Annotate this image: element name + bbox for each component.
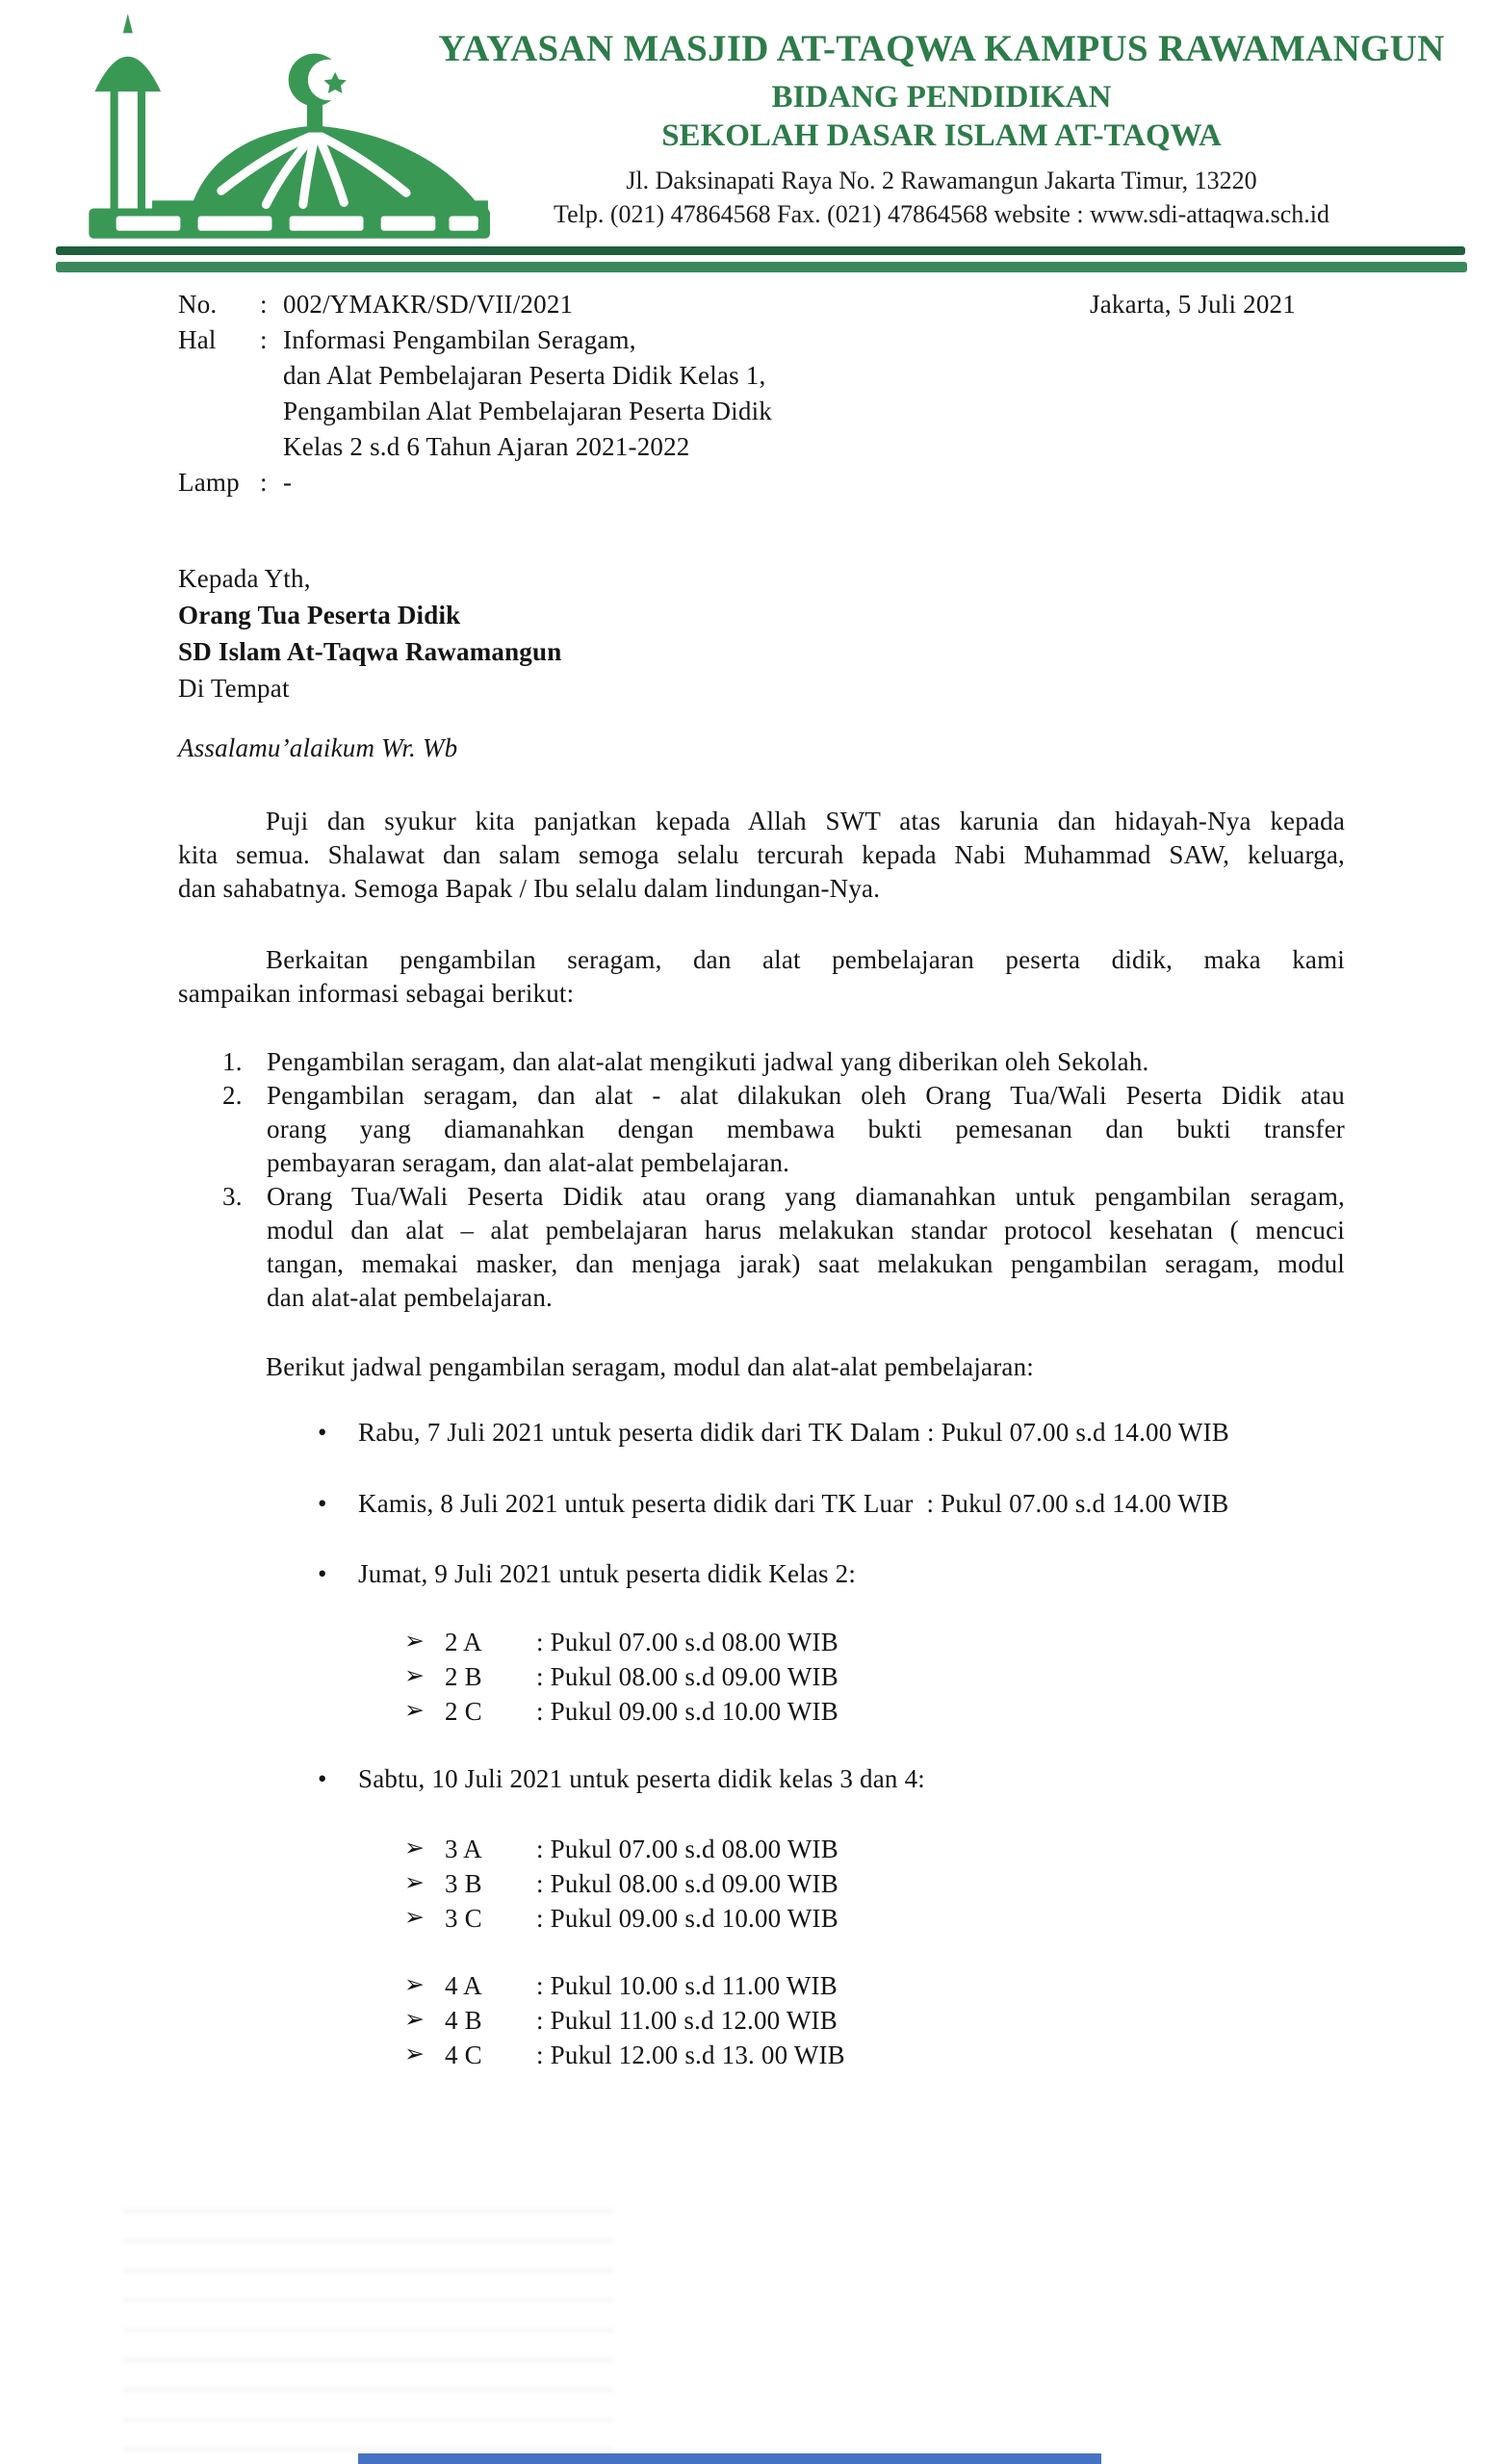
page-bleedthrough-artifact: [123, 2209, 614, 2457]
letterhead-rule-bottom: [56, 262, 1467, 272]
schedule-row: [178, 1968, 1345, 2003]
list-item-text: tangan, memakai masker, dan menjaga jarak) saat melakukan pengambilan seragam, modul: [267, 1249, 1345, 1278]
schedule-bullet-sabtu: [178, 1762, 1345, 1796]
bullet-icon: •: [318, 1764, 327, 1793]
list-item-text: pembayaran seragam, dan alat-alat pembelajaran.: [267, 1148, 790, 1177]
list-item-text: modul dan alat – alat pembelajaran harus melakukan standar protocol kesehatan ( mencuci: [267, 1216, 1345, 1245]
number-value: 002/YMAKR/SD/VII/2021: [283, 290, 574, 319]
class-time: : Pukul 09.00 s.d 10.00 WIB: [536, 1904, 838, 1933]
schedule-text: Rabu, 7 Juli 2021 untuk peserta didik dari TK Dalam : Pukul 07.00 s.d 14.00 WIB: [358, 1418, 1229, 1447]
class-label: 3 C: [445, 1904, 482, 1933]
letter-meta: [178, 287, 1345, 500]
list-item-number: 3.: [222, 1182, 243, 1211]
schedule-text: Jumat, 9 Juli 2021 untuk peserta didik Kelas 2:: [358, 1559, 857, 1588]
arrow-bullet-icon: ➢: [404, 1629, 426, 1655]
schedule-intro: Berikut jadwal pengambilan seragam, modul dan alat-alat pembelajaran:: [266, 1352, 1034, 1381]
subject-line-1: Informasi Pengambilan Seragam,: [283, 325, 636, 354]
list-item: [178, 1180, 1345, 1315]
division-name: BIDANG PENDIDIKAN: [771, 80, 1112, 115]
subject-sep: :: [260, 325, 268, 354]
schedule-row: [178, 2038, 1345, 2072]
schedule-bullet-jumat: [178, 1557, 1345, 1591]
class-time: : Pukul 08.00 s.d 09.00 WIB: [536, 1662, 838, 1691]
arrow-bullet-icon: ➢: [404, 1835, 426, 1861]
class-time: : Pukul 08.00 s.d 09.00 WIB: [536, 1869, 838, 1898]
schedule-row: [178, 2003, 1345, 2038]
school-name: SEKOLAH DASAR ISLAM AT-TAQWA: [661, 118, 1222, 153]
schedule-row: [178, 1866, 1345, 1901]
info-numbered-list: [178, 1045, 1345, 1315]
bullet-icon: •: [318, 1418, 327, 1447]
paragraph-1-line: dan sahabatnya. Semoga Bapak / Ibu selalu dalam lindungan-Nya.: [178, 874, 881, 903]
recipient-salutation: Kepada Yth,: [178, 564, 311, 593]
meta-attachment-row: [178, 465, 1345, 500]
horizontal-scrollbar-thumb[interactable]: [358, 2453, 1101, 2464]
subject-line-2: dan Alat Pembelajaran Peserta Didik Kelas 1,: [283, 361, 766, 390]
class-label: 4 C: [445, 2040, 482, 2069]
list-item-text: Orang Tua/Wali Peserta Didik atau orang yang diamanahkan untuk pengambilan seragam,: [267, 1182, 1345, 1211]
class-time: : Pukul 11.00 s.d 12.00 WIB: [536, 2006, 838, 2035]
recipient-block: [178, 560, 1345, 706]
organization-name: YAYASAN MASJID AT-TAQWA KAMPUS RAWAMANGUN: [438, 28, 1445, 69]
class-time: : Pukul 09.00 s.d 10.00 WIB: [536, 1697, 838, 1726]
islamic-greeting: Assalamu’alaikum Wr. Wb: [178, 733, 458, 762]
list-item: [178, 1045, 1345, 1079]
attachment-sep: :: [260, 468, 268, 497]
recipient-line-2: SD Islam At-Taqwa Rawamangun: [178, 637, 562, 666]
arrow-bullet-icon: ➢: [404, 1972, 426, 1998]
subject-label: Hal: [178, 325, 217, 354]
letterhead: [402, 27, 1481, 229]
class-label: 2 B: [445, 1662, 482, 1691]
attachment-label: Lamp: [178, 468, 240, 497]
schedule-row: [178, 1694, 1345, 1729]
bullet-icon: •: [318, 1559, 327, 1588]
arrow-bullet-icon: ➢: [404, 1905, 426, 1931]
schedule-text: Sabtu, 10 Juli 2021 untuk peserta didik kelas 3 dan 4:: [358, 1764, 925, 1793]
recipient-line-1: Orang Tua Peserta Didik: [178, 601, 461, 629]
class-2-schedule: [178, 1625, 1345, 1729]
list-item-number: 2.: [222, 1081, 243, 1110]
attachment-value: -: [283, 468, 293, 497]
subject-line-3: Pengambilan Alat Pembelajaran Peserta Didik: [283, 397, 772, 425]
class-label: 2 A: [445, 1628, 482, 1656]
paragraph-1-line: Puji dan syukur kita panjatkan kepada Allah SWT atas karunia dan hidayah-Nya kepada: [266, 807, 1345, 835]
list-item-text: orang yang diamanahkan dengan membawa bukti pemesanan dan bukti transfer: [267, 1115, 1345, 1143]
bullet-icon: •: [318, 1489, 327, 1518]
paragraph-1: [178, 805, 1345, 906]
schedule-bullet-rabu: [178, 1416, 1345, 1450]
class-label: 3 B: [445, 1869, 482, 1898]
class-time: : Pukul 07.00 s.d 08.00 WIB: [536, 1628, 838, 1656]
list-item-text: dan alat-alat pembelajaran.: [267, 1283, 553, 1312]
class-3-schedule: [178, 1832, 1345, 1936]
arrow-bullet-icon: ➢: [404, 2041, 426, 2067]
school-contact: Telp. (021) 47864568 Fax. (021) 47864568 website : www.sdi-attaqwa.sch.id: [554, 200, 1329, 228]
paragraph-2: [178, 943, 1345, 1011]
schedule-text: Kamis, 8 Juli 2021 untuk peserta didik dari TK Luar : Pukul 07.00 s.d 14.00 WIB: [358, 1489, 1229, 1518]
letter-date: Jakarta, 5 Juli 2021: [1090, 290, 1296, 319]
class-4-schedule: [178, 1968, 1345, 2072]
schedule-row: [178, 1659, 1345, 1694]
class-time: : Pukul 12.00 s.d 13. 00 WIB: [536, 2040, 845, 2069]
number-label: No.: [178, 290, 218, 319]
arrow-bullet-icon: ➢: [404, 1698, 426, 1724]
schedule-row: [178, 1901, 1345, 1936]
paragraph-2-line: sampaikan informasi sebagai berikut:: [178, 979, 575, 1008]
class-time: : Pukul 07.00 s.d 08.00 WIB: [536, 1835, 838, 1863]
arrow-bullet-icon: ➢: [404, 1663, 426, 1689]
class-label: 4 A: [445, 1971, 482, 2000]
paragraph-1-line: kita semua. Shalawat dan salam semoga selalu tercurah kepada Nabi Muhammad SAW, keluarga,: [178, 840, 1345, 869]
list-item-text: Pengambilan seragam, dan alat - alat dilakukan oleh Orang Tua/Wali Peserta Didik atau: [267, 1081, 1345, 1110]
school-address: Jl. Daksinapati Raya No. 2 Rawamangun Jakarta Timur, 13220: [626, 167, 1257, 194]
list-item: [178, 1079, 1345, 1180]
subject-line-4: Kelas 2 s.d 6 Tahun Ajaran 2021-2022: [283, 432, 690, 461]
recipient-line-3: Di Tempat: [178, 674, 290, 703]
class-label: 3 A: [445, 1835, 482, 1863]
schedule-row: [178, 1625, 1345, 1659]
meta-subject-row: [178, 322, 1345, 358]
list-item-text: Pengambilan seragam, dan alat-alat mengikuti jadwal yang diberikan oleh Sekolah.: [267, 1047, 1149, 1076]
class-label: 2 C: [445, 1697, 482, 1726]
arrow-bullet-icon: ➢: [404, 2007, 426, 2033]
schedule-row: [178, 1832, 1345, 1866]
class-label: 4 B: [445, 2006, 482, 2035]
arrow-bullet-icon: ➢: [404, 1870, 426, 1896]
class-time: : Pukul 10.00 s.d 11.00 WIB: [536, 1971, 838, 2000]
number-sep: :: [260, 290, 268, 319]
paragraph-2-line: Berkaitan pengambilan seragam, dan alat pembelajaran peserta didik, maka kami: [266, 945, 1345, 974]
schedule-bullet-kamis: [178, 1487, 1345, 1521]
letterhead-rule-top: [56, 246, 1465, 255]
list-item-number: 1.: [222, 1047, 243, 1076]
